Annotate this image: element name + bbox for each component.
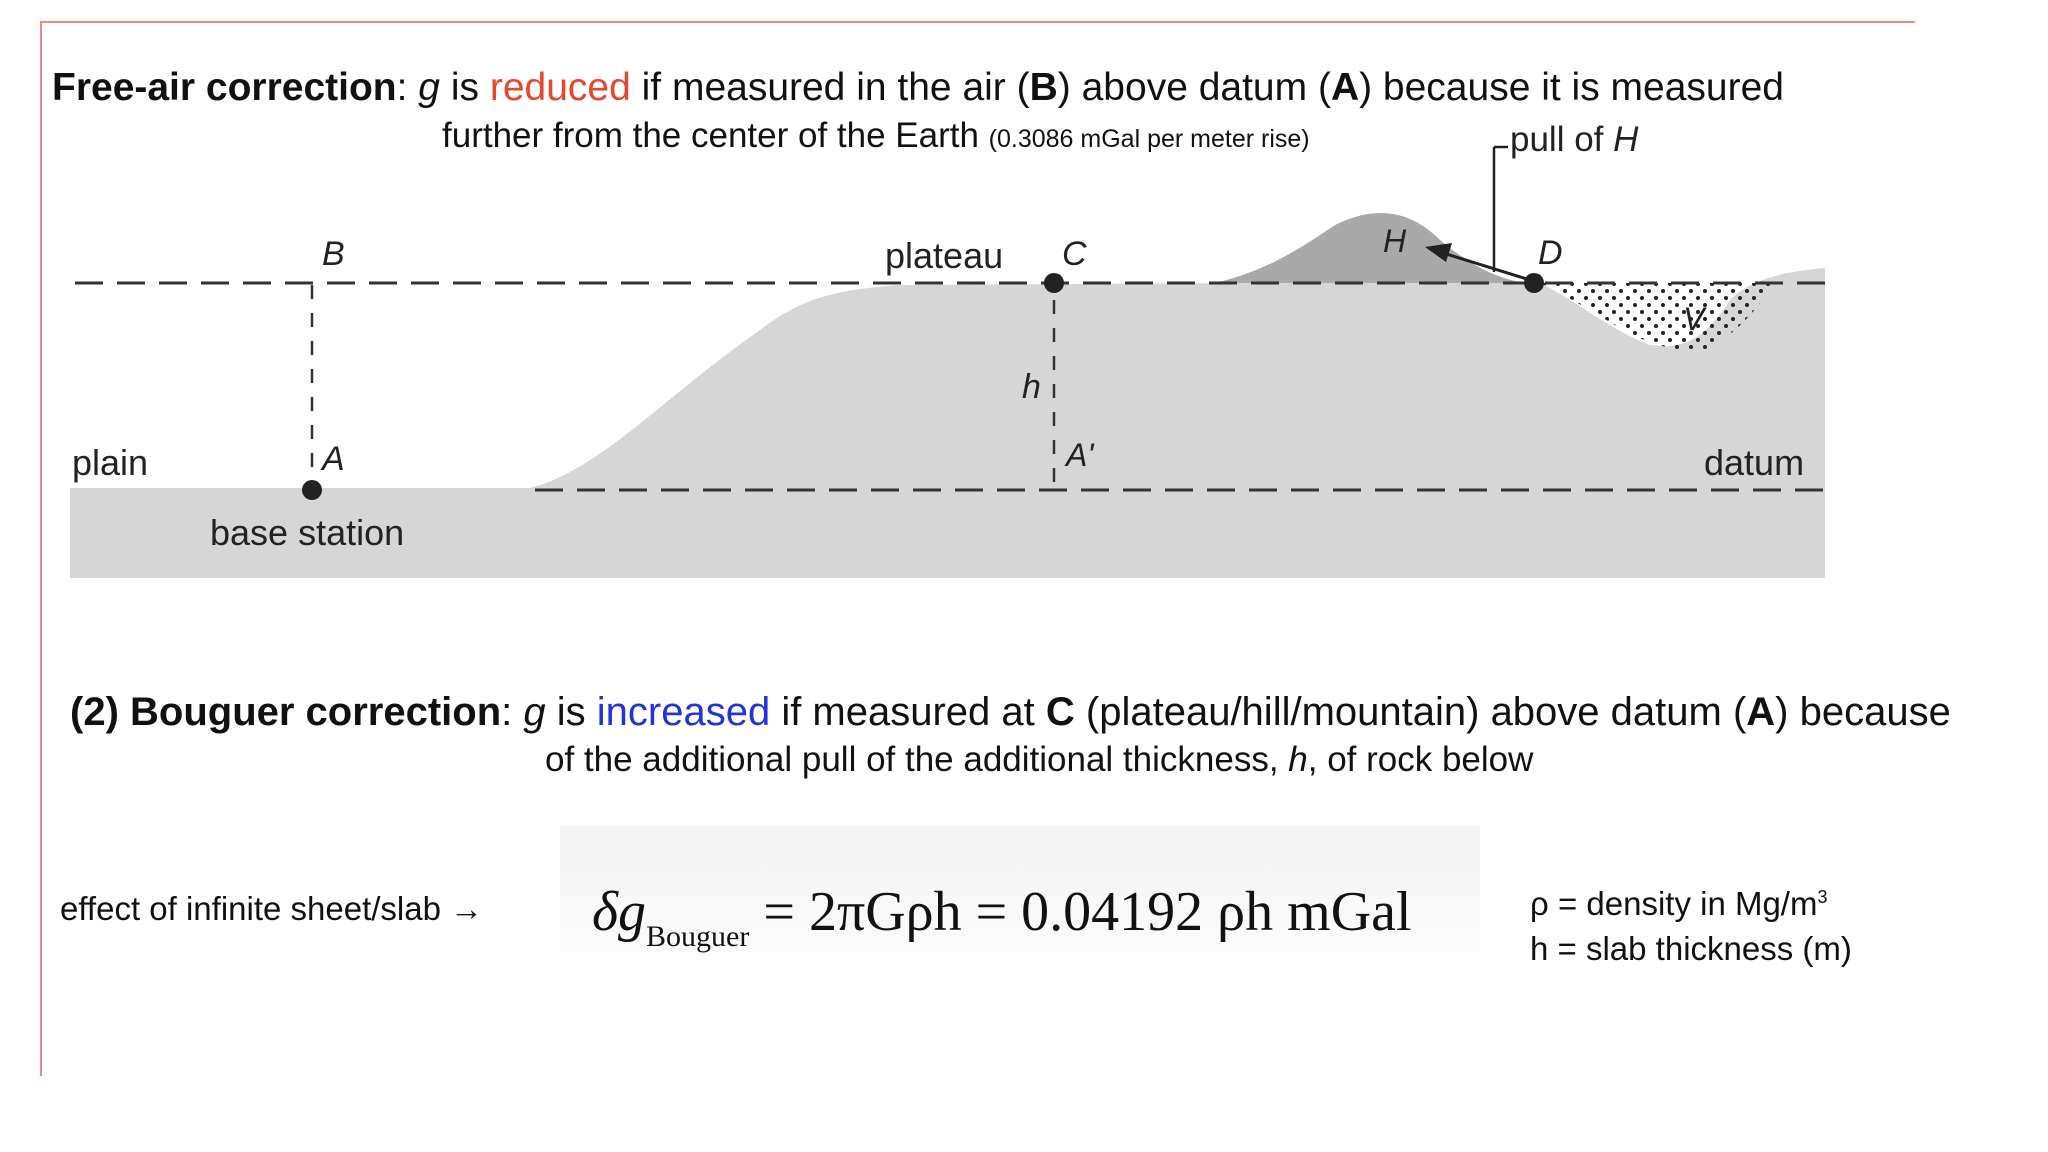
text: ) above datum ( [1057,66,1331,109]
colon: : [501,690,524,734]
increased-word: increased [596,690,771,734]
g-symbol: g [523,690,546,734]
formula-legend [1530,875,1852,971]
text: if measured at [770,690,1046,734]
a-bold: A [1746,690,1776,734]
text: ) because [1775,690,1951,734]
superscript: 3 [1817,887,1828,907]
colon: : [396,66,419,109]
effect-label: effect of infinite sheet/slab → [60,890,484,927]
hill-h [1215,213,1525,283]
h-italic: H [1613,120,1639,159]
legend-h: h = slab thickness (m) [1530,930,1852,967]
a-bold: A [1330,66,1360,109]
bouguer-subscript: Bouguer [646,920,750,953]
label-v: V [1683,301,1705,337]
text: is [545,690,597,734]
h-italic: h [1288,740,1308,779]
text: is [440,66,490,109]
label-c: C [1062,235,1087,273]
bouguer-line2 [545,740,1533,780]
label-a-prime: A' [1066,437,1094,473]
reduced-word: reduced [489,66,631,109]
label-plateau: plateau [885,235,1004,276]
c-bold: C [1045,690,1075,734]
bouguer-heading [70,690,1951,735]
label-base-station: base station [210,512,405,553]
text: further from the center of the Earth [442,116,989,155]
label-d: D [1538,234,1563,272]
legend-rho [1530,875,1852,926]
text: pull of [1510,120,1614,159]
label-b: B [322,235,345,273]
text: if measured in the air ( [630,66,1030,109]
bouguer-title: (2) Bouguer correction [70,690,502,734]
label-h-thickness: h [1022,368,1041,406]
point-d [1524,273,1544,293]
label-datum: datum [1704,442,1805,483]
text: ) because it is measured [1359,66,1784,109]
delta-g: δg [592,881,647,943]
b-bold: B [1029,66,1058,109]
text: , of rock below [1307,740,1534,779]
label-plain: plain [72,442,149,483]
text: of the additional pull of the additional thickness, [545,740,1289,779]
g-symbol: g [418,66,440,109]
free-air-note: (0.3086 mGal per meter rise) [988,125,1310,153]
bouguer-formula [592,880,1412,954]
label-a: A [322,440,345,478]
label-h-hill: H [1383,223,1407,259]
point-c [1044,273,1064,293]
text: (plateau/hill/mountain) above datum ( [1074,690,1747,734]
point-a [302,480,322,500]
formula-rhs: = 2πGρh = 0.04192 ρh mGal [749,881,1412,943]
text: ρ = density in Mg/m [1530,885,1818,922]
free-air-title: Free-air correction [52,66,397,109]
